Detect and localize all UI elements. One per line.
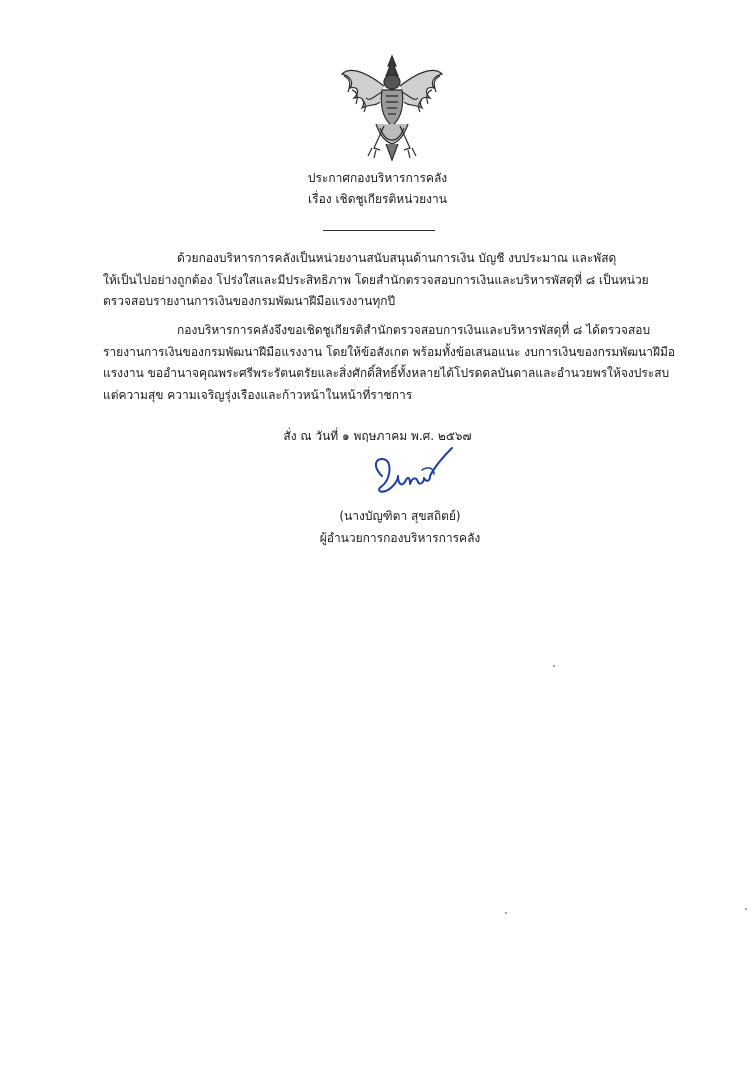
scan-speck [505,912,507,914]
handwritten-signature [368,446,458,502]
paragraph-2-line: แรงงาน ขออำนาจคุณพระศรีพระรัตนตรัยและสิ่งศักดิ์สิทธิ์ทั้งหลายได้โปรดดลบันดาลและอำนวยพรให้จงประสบ [103,366,670,380]
scan-speck [553,665,555,667]
title-divider [323,230,435,231]
garuda-emblem-icon [336,52,448,164]
issue-date: สั่ง ณ วันที่ ๑ พฤษภาคม พ.ศ. ๒๕๖๗ [283,429,472,443]
paragraph-1-line: ด้วยกองบริหารการคลังเป็นหน่วยงานสนับสนุนด้านการเงิน บัญชี งบประมาณ และพัสดุ [177,251,617,265]
signer-title: ผู้อำนวยการกองบริหารการคลัง [319,531,481,545]
scan-speck [745,908,747,910]
paragraph-2-line: รายงานการเงินของกรมพัฒนาฝีมือแรงงาน โดยให้ข้อสังเกต พร้อมทั้งข้อเสนอแนะ งบการเงินของกรมพัฒนาฝีมือ [103,344,676,359]
announcement-title: ประกาศกองบริหารการคลัง [307,171,448,185]
paragraph-1 [103,248,695,313]
paragraph-1-line: ให้เป็นไปอย่างถูกต้อง โปร่งใสและมีประสิทธิภาพ โดยสำนักตรวจสอบการเงินและบริหารพัสดุที่ ๘ เป็นหน่วย [103,272,649,287]
paragraph-2-line: แต่ความสุข ความเจริญรุ่งเรืองและก้าวหน้าในหน้าที่ราชการ [103,387,413,402]
paragraph-1-line: ตรวจสอบรายงานการเงินของกรมพัฒนาฝีมือแรงงานทุกปี [103,294,396,308]
signer-name: (นางบัญฑิตา สุขสถิตย์) [339,509,461,523]
paragraph-2 [103,320,695,406]
paragraph-2-line: กองบริหารการคลังจึงขอเชิดชูเกียรติสำนักตรวจสอบการเงินและบริหารพัสดุที่ ๘ ได้ตรวจสอบ [177,323,651,337]
announcement-subject: เรื่อง เชิดชูเกียรติหน่วยงาน [308,192,447,206]
